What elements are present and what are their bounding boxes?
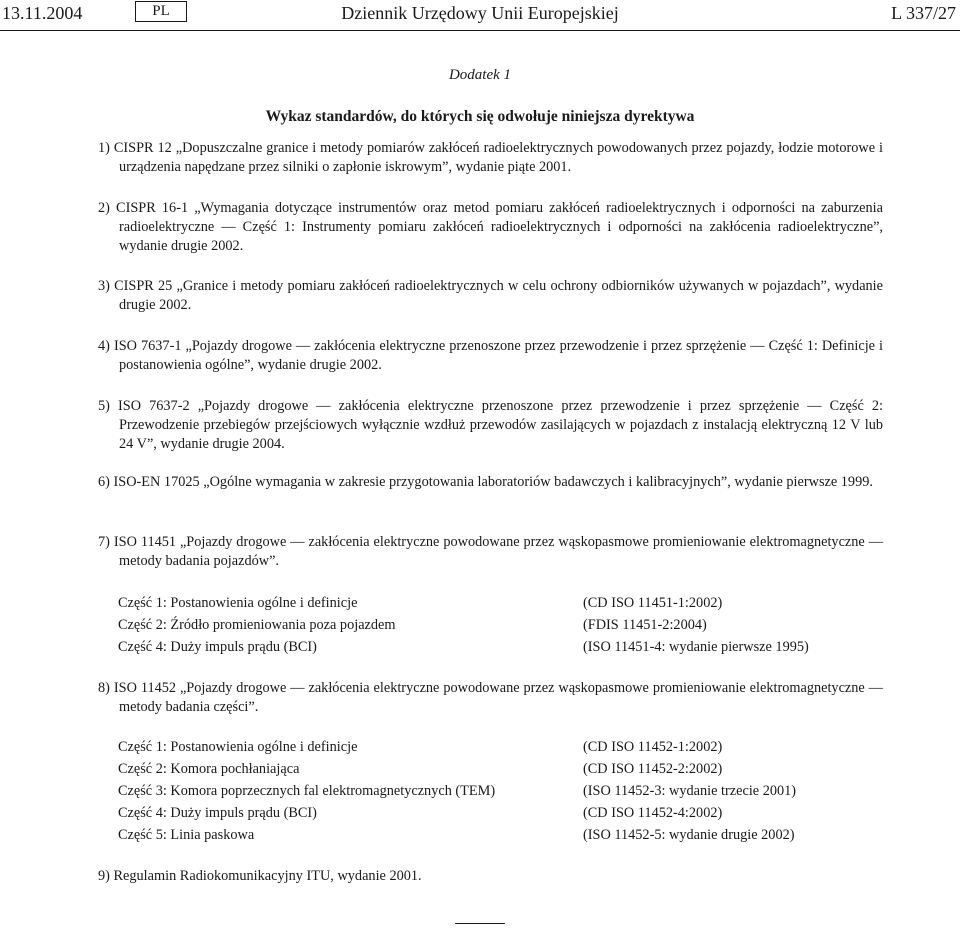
- list-item: [98, 199, 883, 256]
- footer-rule: [455, 923, 505, 924]
- list-item: [98, 397, 883, 454]
- part-label: Część 1: Postanowienia ogólne i definicje: [118, 595, 358, 611]
- part-label: Część 2: Źródło promieniowania poza pojazdem: [118, 617, 396, 633]
- part-label: Część 4: Duży impuls prądu (BCI): [118, 639, 317, 655]
- item-number: 8): [98, 680, 110, 696]
- item-text: CISPR 16-1 „Wymagania dotyczące instrumentów oraz metod pomiaru zakłóceń radioelektrycznych i odporności na zaburzenia radioelektryczne — Część 1: Instrumenty pomiaru zakłóceń radioelektrycznych i odporności na zakłócenia radioelektryczne”, wydanie drugie 2002.: [116, 200, 883, 254]
- part-reference: (FDIS 11451-2:2004): [583, 617, 707, 633]
- part-reference: (CD ISO 11451-1:2002): [583, 595, 723, 611]
- part-row: [118, 592, 858, 614]
- item-text: ISO-EN 17025 „Ogólne wymagania w zakresie przygotowania laboratoriów badawczych i kalibracyjnych”, wydanie pierwsze 1999.: [113, 474, 873, 490]
- item-number: 2): [98, 200, 110, 216]
- part-row: [118, 780, 858, 802]
- part-row: [118, 736, 858, 758]
- item-number: 4): [98, 338, 110, 354]
- part-label: Część 5: Linia paskowa: [118, 827, 255, 843]
- part-reference: (CD ISO 11452-2:2002): [583, 761, 723, 777]
- annex-label: Dodatek 1: [448, 67, 512, 83]
- list-item: [98, 533, 883, 571]
- journal-title: Dziennik Urzędowy Unii Europejskiej: [341, 3, 619, 23]
- part-row: [118, 802, 858, 824]
- page-header: [0, 0, 960, 31]
- part-reference: (CD ISO 11452-4:2002): [583, 805, 723, 821]
- part-row: [118, 758, 858, 780]
- publication-date: 13.11.2004: [2, 3, 83, 23]
- part-label: Część 4: Duży impuls prądu (BCI): [118, 805, 317, 821]
- page-number: L 337/27: [891, 3, 956, 23]
- list-item: [98, 473, 883, 492]
- parts-list-11452: [118, 736, 858, 846]
- item-number: 7): [98, 534, 110, 550]
- item-text: ISO 11452 „Pojazdy drogowe — zakłócenia elektryczne powodowane przez wąskopasmowe promieniowanie elektromagnetyczne — metody badania części”.: [113, 680, 883, 715]
- item-text: Regulamin Radiokomunikacyjny ITU, wydanie 2001.: [113, 868, 422, 884]
- item-number: 9): [98, 868, 110, 884]
- item-number: 1): [98, 140, 110, 156]
- item-number: 5): [98, 398, 110, 414]
- part-reference: (ISO 11451-4: wydanie pierwsze 1995): [583, 639, 809, 655]
- item-text: CISPR 12 „Dopuszczalne granice i metody pomiarów zakłóceń radioelektrycznych powodowanych przez pojazdy, łodzie motorowe i urządzenia napędzane przez silniki o zapłonie iskrowym”, wydanie piąte 2001.: [113, 140, 883, 175]
- language-badge: PL: [135, 1, 187, 22]
- part-row: [118, 824, 858, 846]
- parts-list-11451: [118, 592, 858, 658]
- part-reference: (ISO 11452-5: wydanie drugie 2002): [583, 827, 795, 843]
- list-item: [98, 337, 883, 375]
- part-reference: (CD ISO 11452-1:2002): [583, 739, 723, 755]
- item-number: 6): [98, 474, 110, 490]
- list-item: [98, 277, 883, 315]
- list-item: [98, 139, 883, 177]
- document-title: Wykaz standardów, do których się odwołuje niniejsza dyrektywa: [265, 108, 695, 125]
- item-text: CISPR 25 „Granice i metody pomiaru zakłóceń radioelektrycznych w celu ochrony odbiorników używanych w pojazdach”, wydanie drugie 2002.: [114, 278, 884, 313]
- part-row: [118, 636, 858, 658]
- part-reference: (ISO 11452-3: wydanie trzecie 2001): [583, 783, 797, 799]
- header-rule: [0, 30, 960, 31]
- item-number: 3): [98, 278, 110, 294]
- item-text: ISO 7637-1 „Pojazdy drogowe — zakłócenia elektryczne przenoszone przez przewodzenie i przez sprzężenie — Część 1: Definicje i postanowienia ogólne”, wydanie drugie 2002.: [113, 338, 883, 373]
- part-label: Część 3: Komora poprzecznych fal elektromagnetycznych (TEM): [118, 783, 496, 799]
- item-text: ISO 11451 „Pojazdy drogowe — zakłócenia elektryczne powodowane przez wąskopasmowe promieniowanie elektromagnetyczne — metody badania pojazdów”.: [113, 534, 883, 569]
- list-item: [98, 867, 883, 886]
- list-item: [98, 679, 883, 717]
- part-label: Część 2: Komora pochłaniająca: [118, 761, 300, 777]
- item-text: ISO 7637-2 „Pojazdy drogowe — zakłócenia elektryczne przenoszone przez przewodzenie i przez sprzężenie — Część 2: Przewodzenie przebiegów przejściowych wyłącznie wzdłuż przewodów zasilających w pojazdach z instalacją elektryczną 12 V lub 24 V”, wydanie drugie 2004.: [118, 398, 883, 452]
- part-row: [118, 614, 858, 636]
- part-label: Część 1: Postanowienia ogólne i definicje: [118, 739, 358, 755]
